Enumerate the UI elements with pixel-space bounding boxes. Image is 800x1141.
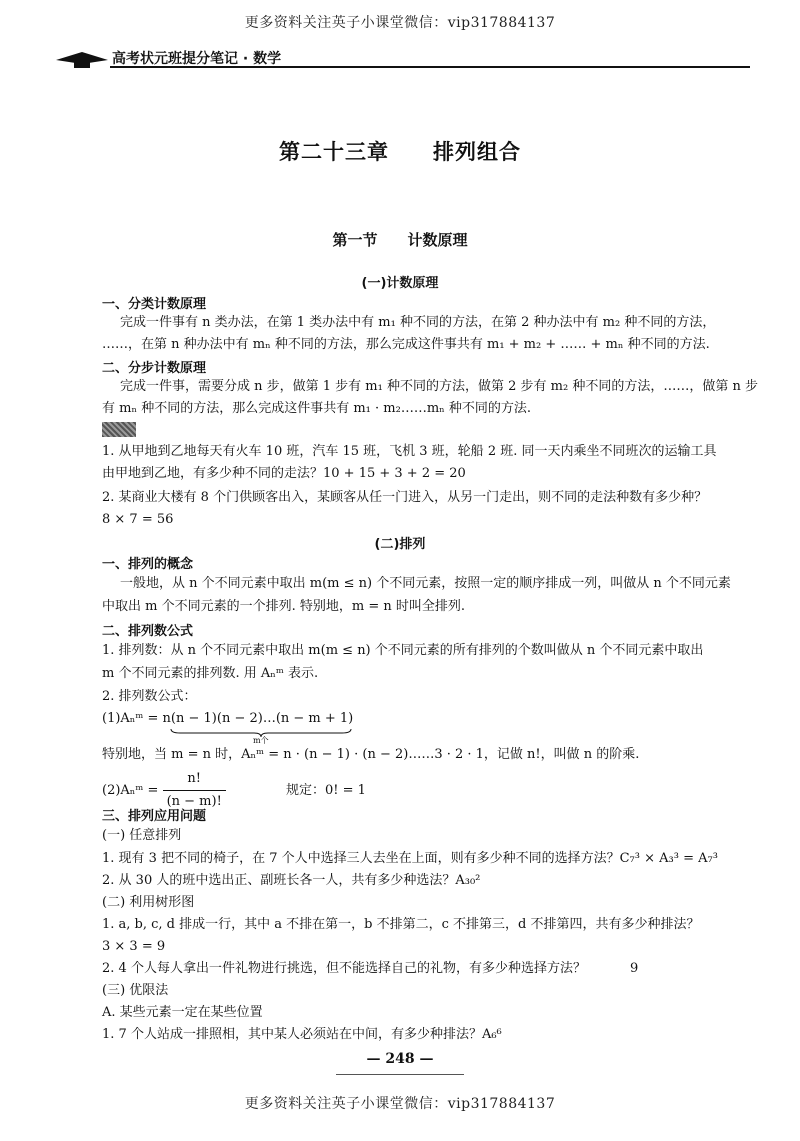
header-title: 高考状元班提分笔记 · 数学 bbox=[112, 51, 282, 67]
running-header bbox=[52, 44, 752, 72]
chapter-title: 第二十三章 排列组合 bbox=[279, 140, 521, 164]
factorial-rule: 规定：0! = 1 bbox=[285, 783, 366, 798]
problem-line: 1. a, b, c, d 排成一行，其中 a 不排在第一，b 不排第二，c 不排第三，d 不排第四，共有多少种排法？ bbox=[102, 917, 700, 932]
subheading: (二) 利用树形图 bbox=[102, 895, 195, 910]
problem-line: 2. 从 30 人的班中选出正、副班长各一人，共有多少种选法？A₃₀² bbox=[102, 873, 481, 888]
subheading: (三) 优限法 bbox=[102, 983, 169, 998]
heading: 一、分类计数原理 bbox=[102, 297, 207, 312]
page-rule bbox=[336, 1074, 464, 1075]
example-line: 由甲地到乙地，有多少种不同的走法？10 + 15 + 3 + 2 = 20 bbox=[102, 466, 466, 481]
example-line: 1. 从甲地到乙地每天有火车 10 班，汽车 15 班，飞机 3 班，轮船 2 班. 同一天内乘坐不同班次的运输工具 bbox=[102, 444, 717, 459]
watermark-bottom: 更多资料关注英子小课堂微信：vip317884137 bbox=[244, 1096, 556, 1112]
underbrace-label: m个 bbox=[253, 736, 269, 745]
problem-line: 2. 4 个人每人拿出一件礼物进行挑选，但不能选择自己的礼物，有多少种选择方法？ bbox=[102, 961, 586, 976]
subheading: (一) 任意排列 bbox=[102, 828, 182, 843]
problem-line: 1. 现有 3 把不同的椅子，在 7 个人中选择三人去坐在上面，则有多少种不同的选择方法？C₇³ × A₃³ = A₇³ bbox=[102, 851, 718, 866]
paragraph-line: 中取出 m 个不同元素的一个排列. 特别地，m = n 时叫全排列. bbox=[102, 599, 465, 614]
problem-line: A. 某些元素一定在某些位置 bbox=[102, 1005, 263, 1020]
example-line: 8 × 7 = 56 bbox=[102, 512, 174, 527]
problem-line: 1. 7 个人站成一排照相，其中某人必须站在中间，有多少种排法？A₆⁶ bbox=[102, 1027, 502, 1042]
subsection-title: (一)计数原理 bbox=[361, 276, 439, 291]
example-badge bbox=[102, 422, 136, 437]
paragraph-line: 特别地，当 m = n 时，Aₙᵐ = n · (n − 1) · (n − 2)……3 · 2 · 1，记做 n!，叫做 n 的阶乘. bbox=[102, 747, 640, 762]
formula-1: (1)Aₙᵐ = n(n − 1)(n − 2)…(n − m + 1) bbox=[102, 711, 354, 726]
paragraph-line: m 个不同元素的排列数. 用 Aₙᵐ 表示. bbox=[102, 666, 319, 681]
heading: 一、排列的概念 bbox=[102, 557, 194, 572]
header-rule bbox=[110, 66, 750, 68]
heading: 三、排列应用问题 bbox=[102, 809, 207, 824]
paragraph-line: 一般地，从 n 个不同元素中取出 m(m ≤ n) 个不同元素，按照一定的顺序排成一列，叫做从 n 个不同元素 bbox=[120, 576, 731, 591]
formula-2-left: (2)Aₙᵐ = bbox=[102, 783, 159, 798]
paragraph-line: 1. 排列数：从 n 个不同元素中取出 m(m ≤ n) 个不同元素的所有排列的个数叫做从 n 个不同元素中取出 bbox=[102, 643, 704, 658]
paragraph-line: 有 mₙ 种不同的方法，那么完成这件事共有 m₁ · m₂……mₙ 种不同的方法. bbox=[102, 401, 532, 416]
fraction-denominator: (n − m)! bbox=[166, 794, 222, 809]
paragraph-line: ……，在第 n 种办法中有 mₙ 种不同的方法，那么完成这件事共有 m₁ + m₂ + …… + mₙ 种不同的方法. bbox=[102, 337, 710, 352]
section-title: 第一节 计数原理 bbox=[332, 231, 468, 249]
problem-answer: 9 bbox=[630, 961, 639, 976]
paragraph-line: 完成一件事，需要分成 n 步，做第 1 步有 m₁ 种不同的方法，做第 2 步有 m₂ 种不同的方法，……，做第 n 步 bbox=[120, 379, 758, 394]
page-number: — 248 — bbox=[366, 1051, 434, 1067]
watermark-top: 更多资料关注英子小课堂微信：vip317884137 bbox=[244, 15, 556, 31]
paragraph-line: 2. 排列数公式： bbox=[102, 689, 197, 704]
heading: 二、排列数公式 bbox=[102, 624, 194, 639]
example-line: 2. 某商业大楼有 8 个门供顾客出入，某顾客从任一门进入，从另一门走出，则不同的走法种数有多少种？ bbox=[102, 490, 708, 505]
subsection-title: (二)排列 bbox=[374, 537, 426, 552]
fraction-numerator: n! bbox=[163, 768, 226, 791]
paragraph-line: 完成一件事有 n 类办法，在第 1 类办法中有 m₁ 种不同的方法，在第 2 种办法中有 m₂ 种不同的方法， bbox=[120, 315, 716, 330]
heading: 二、分步计数原理 bbox=[102, 361, 207, 376]
graduation-cap-icon bbox=[52, 50, 110, 70]
problem-line: 3 × 3 = 9 bbox=[102, 939, 166, 954]
